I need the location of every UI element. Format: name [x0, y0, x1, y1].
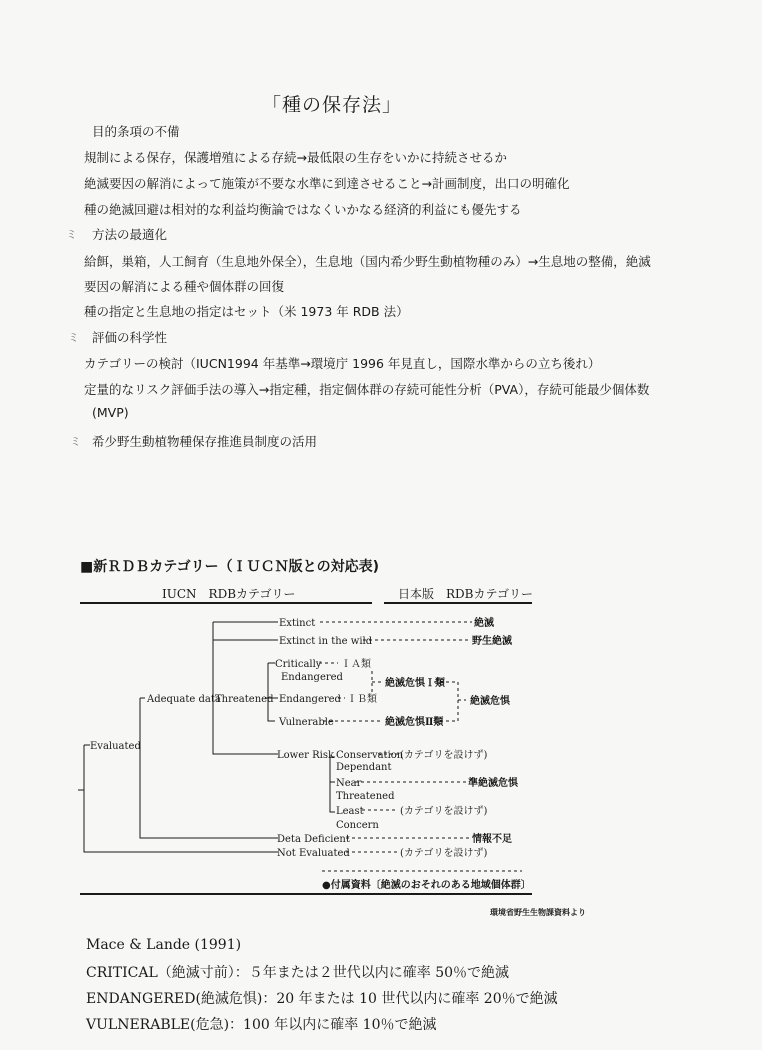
node-conservation: Conservation: [336, 750, 404, 761]
jp-extinct-wild: 野生絶滅: [472, 636, 512, 647]
mace-critical: CRITICAL（絶滅寸前）：５年または２世代以内に確率 50％で絶滅: [86, 965, 510, 981]
scribble-mark: ミ: [68, 331, 79, 344]
node-not-evaluated: Not Evaluated: [277, 848, 350, 859]
mace-vulnerable: VULNERABLE(危急)：100 年以内に確率 10％で絶滅: [86, 1017, 437, 1033]
node-extinct-wild: Extinct in the wild: [279, 636, 373, 647]
jp-class-ia: ＩＡ類: [341, 659, 371, 670]
mace-endangered: ENDANGERED(絶滅危惧)：20 年または 10 世代以内に確率 20％で絶滅: [86, 991, 558, 1007]
node-critically-endangered: Endangered: [281, 672, 343, 683]
rdb-section-title: ■新ＲＤＢカテゴリー（ＩＵＣＮ版との対応表): [80, 559, 380, 575]
jp-local-population: ●付属資料〔絶滅のおそれのある地域個体群〕: [322, 880, 531, 891]
jp-no-category: (カテゴリを設けず): [400, 848, 488, 859]
scribble-mark: ミ: [70, 435, 81, 448]
node-data-deficient: Deta Deficient: [277, 834, 350, 845]
mace-heading: Mace & Lande (1991): [86, 937, 242, 953]
source-note: 環境省野生生物課資料より: [490, 908, 586, 917]
node-evaluated: Evaluated: [90, 741, 141, 752]
diagram-bottom-rule: [80, 893, 532, 895]
text-line: 絶滅要因の解消によって施策が不要な水準に到達させること→計画制度，出口の明確化: [84, 176, 570, 191]
node-dependant: Dependant: [336, 762, 392, 773]
node-near: Near: [336, 778, 362, 789]
page-title: 「種の保存法」: [262, 94, 403, 116]
node-lower-risk: Lower Risk: [277, 750, 335, 761]
iucn-column-header: IUCN RDBカテゴリー: [162, 587, 296, 601]
text-line: 要因の解消による種や個体群の回復: [84, 279, 285, 294]
jp-no-category: (カテゴリを設けず): [400, 806, 488, 817]
text-line: 給餌，巣箱，人工飼育（生息地外保全），生息地（国内希少野生動植物種のみ）→生息地の整備，絶滅: [84, 254, 651, 269]
jp-extinct: 絶滅: [474, 618, 494, 629]
node-endangered: Endangered: [279, 694, 341, 705]
node-least: Least: [336, 806, 364, 817]
jp-class-ib: ＩＢ類: [347, 694, 377, 705]
jp-threatened: 絶滅危惧: [470, 696, 510, 707]
text-line: 種の指定と生息地の指定はセット（米 1973 年 RDB 法）: [84, 304, 409, 319]
heading-purpose: 目的条項の不備: [92, 124, 180, 139]
node-threatened: Threatened: [215, 694, 274, 705]
text-line: 規制による保存，保護増殖による存続→最低限の生存をいかに持続させるか: [84, 150, 507, 165]
japan-column-header: 日本版 RDBカテゴリー: [398, 587, 533, 601]
heading-method: 方法の最適化: [92, 227, 168, 242]
text-line: (MVP): [92, 405, 129, 420]
text-line: カテゴリーの検討（IUCN1994 年基準→環境庁 1996 年見直し，国際水準からの立ち後れ）: [84, 356, 601, 371]
heading-science: 評価の科学性: [92, 330, 168, 345]
node-near-threatened: Threatened: [336, 791, 395, 802]
node-extinct: Extinct: [279, 618, 316, 629]
node-adequate-data: Adequate data: [147, 694, 221, 705]
node-concern: Concern: [336, 820, 379, 831]
node-vulnerable: Vulnerable: [279, 717, 334, 728]
jp-no-category: (カテゴリを設けず): [400, 750, 488, 761]
jp-cr-en: 絶滅危惧Ｉ類: [385, 678, 445, 689]
jp-data-deficient: 情報不足: [472, 834, 512, 845]
jp-near-threatened: 準絶滅危惧: [468, 778, 518, 789]
heading-promoter: 希少野生動植物種保存推進員制度の活用: [92, 434, 318, 449]
jp-vulnerable: 絶滅危惧Ⅱ類: [385, 717, 444, 728]
text-line: 種の絶滅回避は相対的な利益均衡論ではなくいかなる経済的利益にも優先する: [84, 202, 522, 217]
node-critically: Critically: [275, 659, 322, 670]
text-line: 定量的なリスク評価手法の導入→指定種，指定個体群の存続可能性分析（PVA），存続可能最少個体数: [84, 382, 650, 397]
scribble-mark: ミ: [66, 228, 77, 241]
